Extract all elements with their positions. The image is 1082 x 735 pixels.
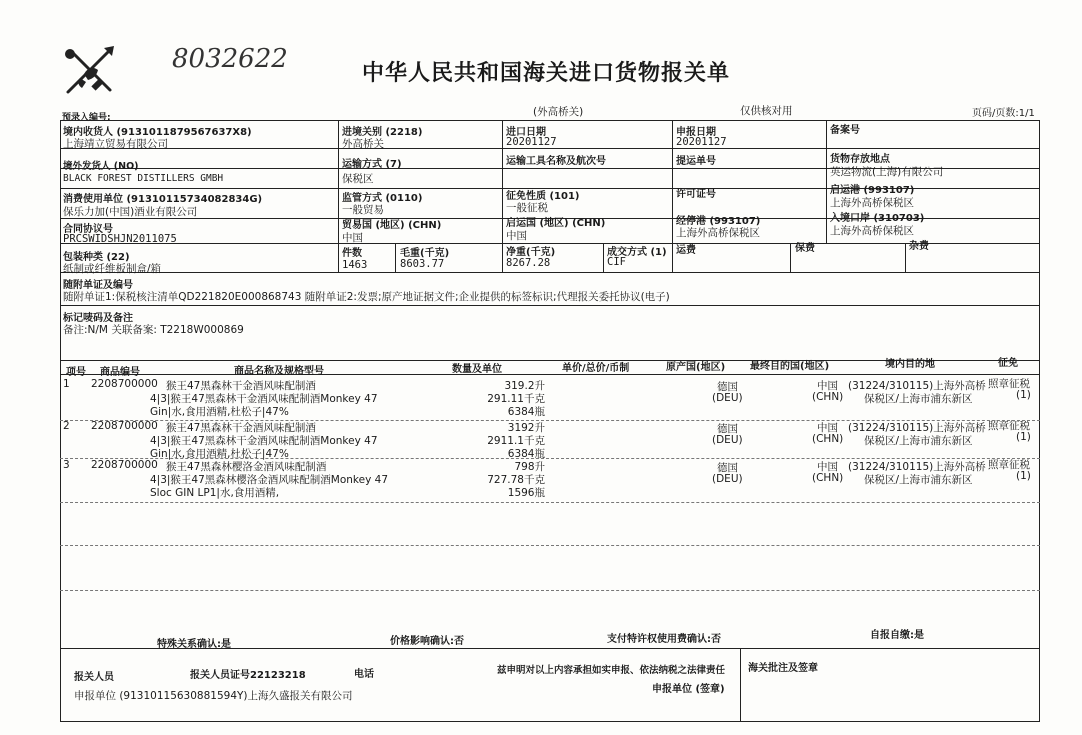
entry-port-value: 外高桥关 [342, 138, 384, 150]
self-pay: 自报自缴:是 [870, 630, 924, 641]
transport-mode-label: 运输方式 (7) [342, 159, 402, 170]
item-1-levy2: (1) [1016, 389, 1031, 401]
shipper-label: 境外发货人 (NO) [63, 161, 139, 172]
consignee-value: 上海靖立贸易有限公司 [63, 138, 168, 150]
item-1-no: 1 [63, 378, 70, 390]
item-3-dest1: 中国 [817, 461, 838, 473]
item-2-qty3: 6384瓶 [507, 448, 545, 460]
item-2-dest2: (CHN) [812, 433, 844, 445]
item-1-domestic2: 保税区/上海市浦东新区 [864, 393, 973, 405]
trade-country-value: 中国 [342, 232, 363, 244]
item-3-code: 2208700000 [91, 459, 158, 471]
page-number: 页码/页数:1/1 [972, 108, 1035, 119]
storage-value: 英运物流(上海)有限公司 [830, 166, 944, 178]
price-effect: 价格影响确认:否 [390, 636, 464, 647]
entry-site-value: 上海外高桥保税区 [830, 225, 914, 237]
item-2-levy2: (1) [1016, 431, 1031, 443]
page-title: 中华人民共和国海关进口货物报关单 [362, 61, 731, 86]
departure-port-value: 上海外高桥保税区 [830, 197, 914, 209]
bol-label: 提运单号 [676, 156, 716, 167]
deal-value: CIF [607, 256, 626, 268]
net-label: 净重(千克) [506, 247, 556, 258]
item-2-name1: 猴王47黑森林干金酒风味配制酒 [166, 422, 316, 434]
item-2-qty1: 3192升 [507, 422, 545, 434]
special-relation: 特殊关系确认:是 [157, 639, 231, 650]
item-1-name2: 4|3|猴王47黑森林干金酒风味配制酒Monkey 47 [150, 393, 378, 405]
handwritten-note: 8032622 [172, 44, 288, 74]
item-3-levy1: 照章征税 [988, 459, 1030, 471]
pieces-label: 件数 [342, 248, 362, 259]
import-date-label: 进口日期 [506, 127, 546, 138]
item-1-levy1: 照章征税 [988, 378, 1030, 390]
consumer-value: 保乐力加(中国)酒业有限公司 [63, 206, 198, 218]
item-2-origin2: (DEU) [712, 434, 743, 446]
supervision-value: 一般贸易 [342, 204, 384, 216]
customs-office: (外高桥关) [533, 106, 584, 118]
item-1-qty2: 291.11千克 [487, 393, 545, 405]
item-1-origin2: (DEU) [712, 392, 743, 404]
gross-value: 8603.77 [400, 258, 445, 270]
items-header-price: 单价/总价/币制 [562, 363, 630, 374]
storage-label: 货物存放地点 [830, 154, 890, 165]
item-2-dest1: 中国 [817, 422, 838, 434]
item-3-qty3: 1596瓶 [507, 487, 545, 499]
declare-sign: 申报单位 (签章) [652, 684, 725, 695]
deal-label: 成交方式 (1) [607, 247, 667, 258]
item-2-levy1: 照章征税 [988, 420, 1030, 432]
item-3-name3: Sloc GIN LP1|水,食用酒精, [150, 487, 280, 499]
item-1-qty3: 6384瓶 [507, 406, 545, 418]
phone-label: 电话 [354, 669, 374, 680]
trade-country-label: 贸易国 (地区) (CHN) [342, 220, 442, 231]
watermark-note: 仅供核对用 [740, 105, 793, 117]
insurance-label: 保费 [795, 243, 815, 254]
marks-value: 备注:N/M 关联备案: T2218W000869 [63, 324, 244, 336]
departure-port-label: 启运港 (993107) [830, 185, 915, 196]
filing-label: 备案号 [830, 125, 860, 136]
item-2-domestic2: 保税区/上海市浦东新区 [864, 435, 973, 447]
marks-label: 标记唛码及备注 [63, 313, 133, 324]
items-header-no: 项号 [66, 367, 86, 378]
declare-unit: 申报单位 (913101156308815​94Y)上海久盛报关有限公司 [74, 690, 353, 702]
royalty-confirm: 支付特许权使用费确认:否 [607, 634, 721, 645]
origin-country-value: 中国 [506, 230, 527, 242]
item-3-no: 3 [63, 459, 70, 471]
freight-label: 运费 [676, 245, 696, 256]
item-3-qty1: 798升 [514, 461, 545, 473]
entry-site-label: 入境口岸 (310703) [830, 213, 925, 224]
tax-label: 征免性质 (101) [506, 191, 580, 202]
package-value: 纸制或纤维板制盒/箱 [63, 263, 162, 275]
item-3-levy2: (1) [1016, 470, 1031, 482]
item-2-name3: Gin|水,食用酒精,杜松子|47% [150, 448, 289, 460]
origin-country-label: 启运国 (地区) (CHN) [506, 218, 606, 229]
entry-port-label: 进境关别 (2218) [342, 127, 423, 138]
vessel-label: 运输工具名称及航次号 [506, 156, 606, 167]
pre-entry-label: 预录入编号: [62, 113, 111, 123]
contract-value: PRCSWIDSHJN2011075 [63, 233, 177, 245]
declarant-label: 报关人员 [74, 672, 114, 683]
transport-mode-value: 保税区 [342, 173, 374, 185]
customs-note: 海关批注及签章 [748, 663, 818, 674]
item-3-origin2: (DEU) [712, 473, 743, 485]
items-header-levy: 征免 [998, 358, 1018, 369]
items-header-qty: 数量及单位 [452, 364, 502, 375]
item-2-qty2: 2911.1千克 [487, 435, 545, 447]
item-2-domestic1: (31224/310115)上海外高桥 [848, 422, 986, 434]
item-1-dest1: 中国 [817, 380, 838, 392]
item-3-name2: 4|3|猴王47黑森林樱洛金酒风味配制酒Monkey 47 [150, 474, 389, 486]
customs-emblem-icon [60, 42, 118, 100]
item-1-name3: Gin|水,食用酒精,杜松子|47% [150, 406, 289, 418]
contract-label: 合同协议号 [63, 224, 113, 235]
declare-date-label: 申报日期 [676, 127, 716, 138]
supervision-label: 监管方式 (0110) [342, 193, 423, 204]
item-1-origin1: 德国 [717, 381, 738, 393]
item-3-qty2: 727.78千克 [487, 474, 545, 486]
package-label: 包装种类 (22) [63, 252, 130, 263]
item-3-name1: 猴王47黑森林樱洛金酒风味配制酒 [166, 461, 327, 473]
item-2-no: 2 [63, 420, 70, 432]
items-header-name: 商品名称及规格型号 [234, 366, 324, 377]
import-date-value: 20201127 [506, 136, 557, 148]
item-2-code: 2208700000 [91, 420, 158, 432]
items-header-domestic: 境内目的地 [885, 359, 935, 370]
declarant-cert: 报关人员证号22123218 [190, 670, 306, 681]
pieces-value: 1463 [342, 259, 368, 271]
item-1-dest2: (CHN) [812, 391, 844, 403]
shipper-value: BLACK FOREST DISTILLERS GMBH [63, 173, 224, 184]
misc-label: 杂费 [909, 241, 929, 252]
declare-date-value: 20201127 [676, 136, 727, 148]
item-3-dest2: (CHN) [812, 472, 844, 484]
items-header-origin: 原产国(地区) [666, 362, 726, 373]
item-2-name2: 4|3|猴王47黑森林干金酒风味配制酒Monkey 47 [150, 435, 378, 447]
net-value: 8267.28 [506, 257, 551, 269]
item-1-code: 2208700000 [91, 378, 158, 390]
item-3-origin1: 德国 [717, 462, 738, 474]
items-header-code: 商品编号 [100, 367, 140, 378]
legal-statement: 兹申明对以上内容承担如实申报、依法纳税之法律责任 [497, 665, 726, 676]
tax-value: 一般征税 [506, 202, 548, 214]
item-3-domestic2: 保税区/上海市浦东新区 [864, 474, 973, 486]
gross-label: 毛重(千克) [400, 248, 450, 259]
docs-label: 随附单证及编号 [63, 280, 133, 291]
item-3-domestic1: (31224/310115)上海外高桥 [848, 461, 986, 473]
item-2-origin1: 德国 [717, 423, 738, 435]
item-1-domestic1: (31224/310115)上海外高桥 [848, 380, 986, 392]
items-header-dest: 最终目的国(地区) [750, 361, 830, 372]
stop-port-value: 上海外高桥保税区 [676, 227, 760, 239]
stop-port-label: 经停港 (993107) [676, 216, 761, 227]
item-1-name1: 猴王47黑森林干金酒风味配制酒 [166, 380, 316, 392]
license-label: 许可证号 [676, 189, 716, 200]
consignee-label: 境内收货人 (9131011879567637X8) [63, 127, 252, 138]
docs-value: 随附单证1:保税核注清单QD221820E000868743 随附单证2:发票;原产地证据文件;企业提供的标签标识;代理报关委托协议(电子) [63, 291, 670, 303]
consumer-label: 消费使用单位 (9131011573408283​4G) [63, 194, 263, 205]
item-1-qty1: 319.2升 [504, 380, 545, 392]
